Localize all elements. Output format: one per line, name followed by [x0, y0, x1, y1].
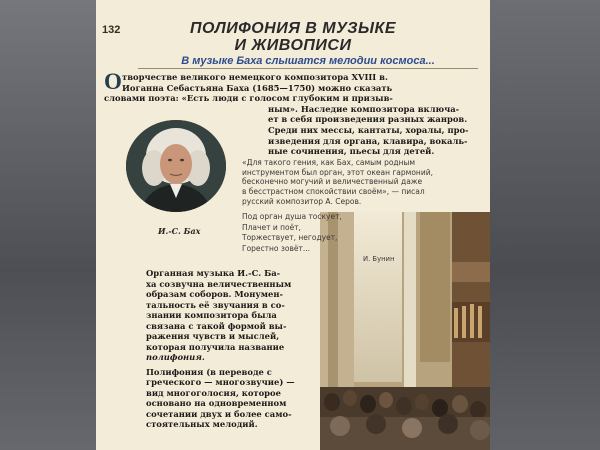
portrait-caption: И.-С. Бах: [158, 226, 201, 236]
drop-cap: О: [104, 69, 122, 94]
polyphony-line: греческого — многозвучие) —: [146, 377, 295, 387]
subtitle-divider: [138, 68, 478, 69]
organ-line: знании композитора была: [146, 310, 277, 320]
serov-quote: [242, 158, 482, 206]
polyphony-line: основано на одновременном: [146, 398, 287, 408]
polyphony-term: полифония.: [146, 352, 205, 362]
polyphony-line: стоятельных мелодий.: [146, 419, 258, 429]
poem-author: И. Бунин: [363, 255, 395, 263]
intro-line: творчестве великого немецкого композитора XVIII в.: [122, 72, 388, 82]
intro-line: Среди них мессы, кантаты, хоралы, про-: [268, 124, 469, 135]
bach-portrait: [126, 120, 226, 212]
textbook-page: [96, 0, 490, 450]
organ-line: ха созвучна величественным: [146, 278, 292, 289]
quote-line: русский композитор А. Серов.: [242, 196, 362, 206]
intro-line: словами поэта: «Есть люди с голосом глубоким и призыв-: [104, 93, 393, 104]
page-subtitle: В музыке Баха слышатся мелодии космоса...: [181, 55, 435, 67]
page-number: 132: [102, 24, 121, 36]
bunin-poem: [242, 212, 442, 255]
quote-line: в бесстрастном спокойствии своём», — писал: [242, 187, 425, 197]
quote-line: «Для такого гения, как Бах, самым родным: [242, 158, 416, 167]
organ-line: образам соборов. Монумен-: [146, 289, 283, 299]
poem-line: Торжествует, негодует,: [242, 233, 338, 243]
organ-line: тальность её звучания в со-: [146, 299, 285, 310]
poem-line: Горестно зовёт...: [242, 244, 311, 254]
polyphony-line: вид многоголосия, которое: [146, 387, 281, 398]
organ-line: Органная музыка И.-С. Ба-: [146, 268, 281, 278]
organ-line: связана с такой формой вы-: [146, 320, 287, 331]
polyphony-line: Полифония (в переводе с: [146, 366, 272, 377]
intro-line: ет в себя произведения разных жанров.: [268, 114, 468, 125]
slide-background-right: [490, 0, 600, 450]
intro-line: Иоганна Себастьяна Баха (1685—1750) можно сказать: [122, 82, 393, 93]
poem-line: Под орган душа тоскует,: [242, 212, 342, 221]
organ-music-paragraph: [146, 268, 346, 430]
organ-line: ражения чувств и мыслей,: [146, 331, 280, 341]
poem-line: Плачет и поёт,: [242, 222, 301, 232]
bach-portrait-image: [126, 120, 226, 212]
slide-background-left: [0, 0, 96, 450]
page-title-line-2: И ЖИВОПИСИ: [234, 37, 352, 54]
intro-line: изведения для органа, клавира, вокаль-: [268, 135, 468, 146]
page-title-line-1: ПОЛИФОНИЯ В МУЗЫКЕ: [189, 20, 397, 37]
intro-line: ным». Наследие композитора включа-: [268, 103, 460, 114]
quote-line: бесконечно могучий и величественный даже: [242, 177, 423, 187]
intro-line: ные сочинения, пьесы для детей.: [268, 146, 435, 157]
quote-line: инструментом был орган, этот океан гармоний,: [242, 167, 433, 177]
polyphony-line: сочетании двух и более само-: [146, 408, 292, 419]
organ-line: которая получила название: [146, 341, 285, 352]
